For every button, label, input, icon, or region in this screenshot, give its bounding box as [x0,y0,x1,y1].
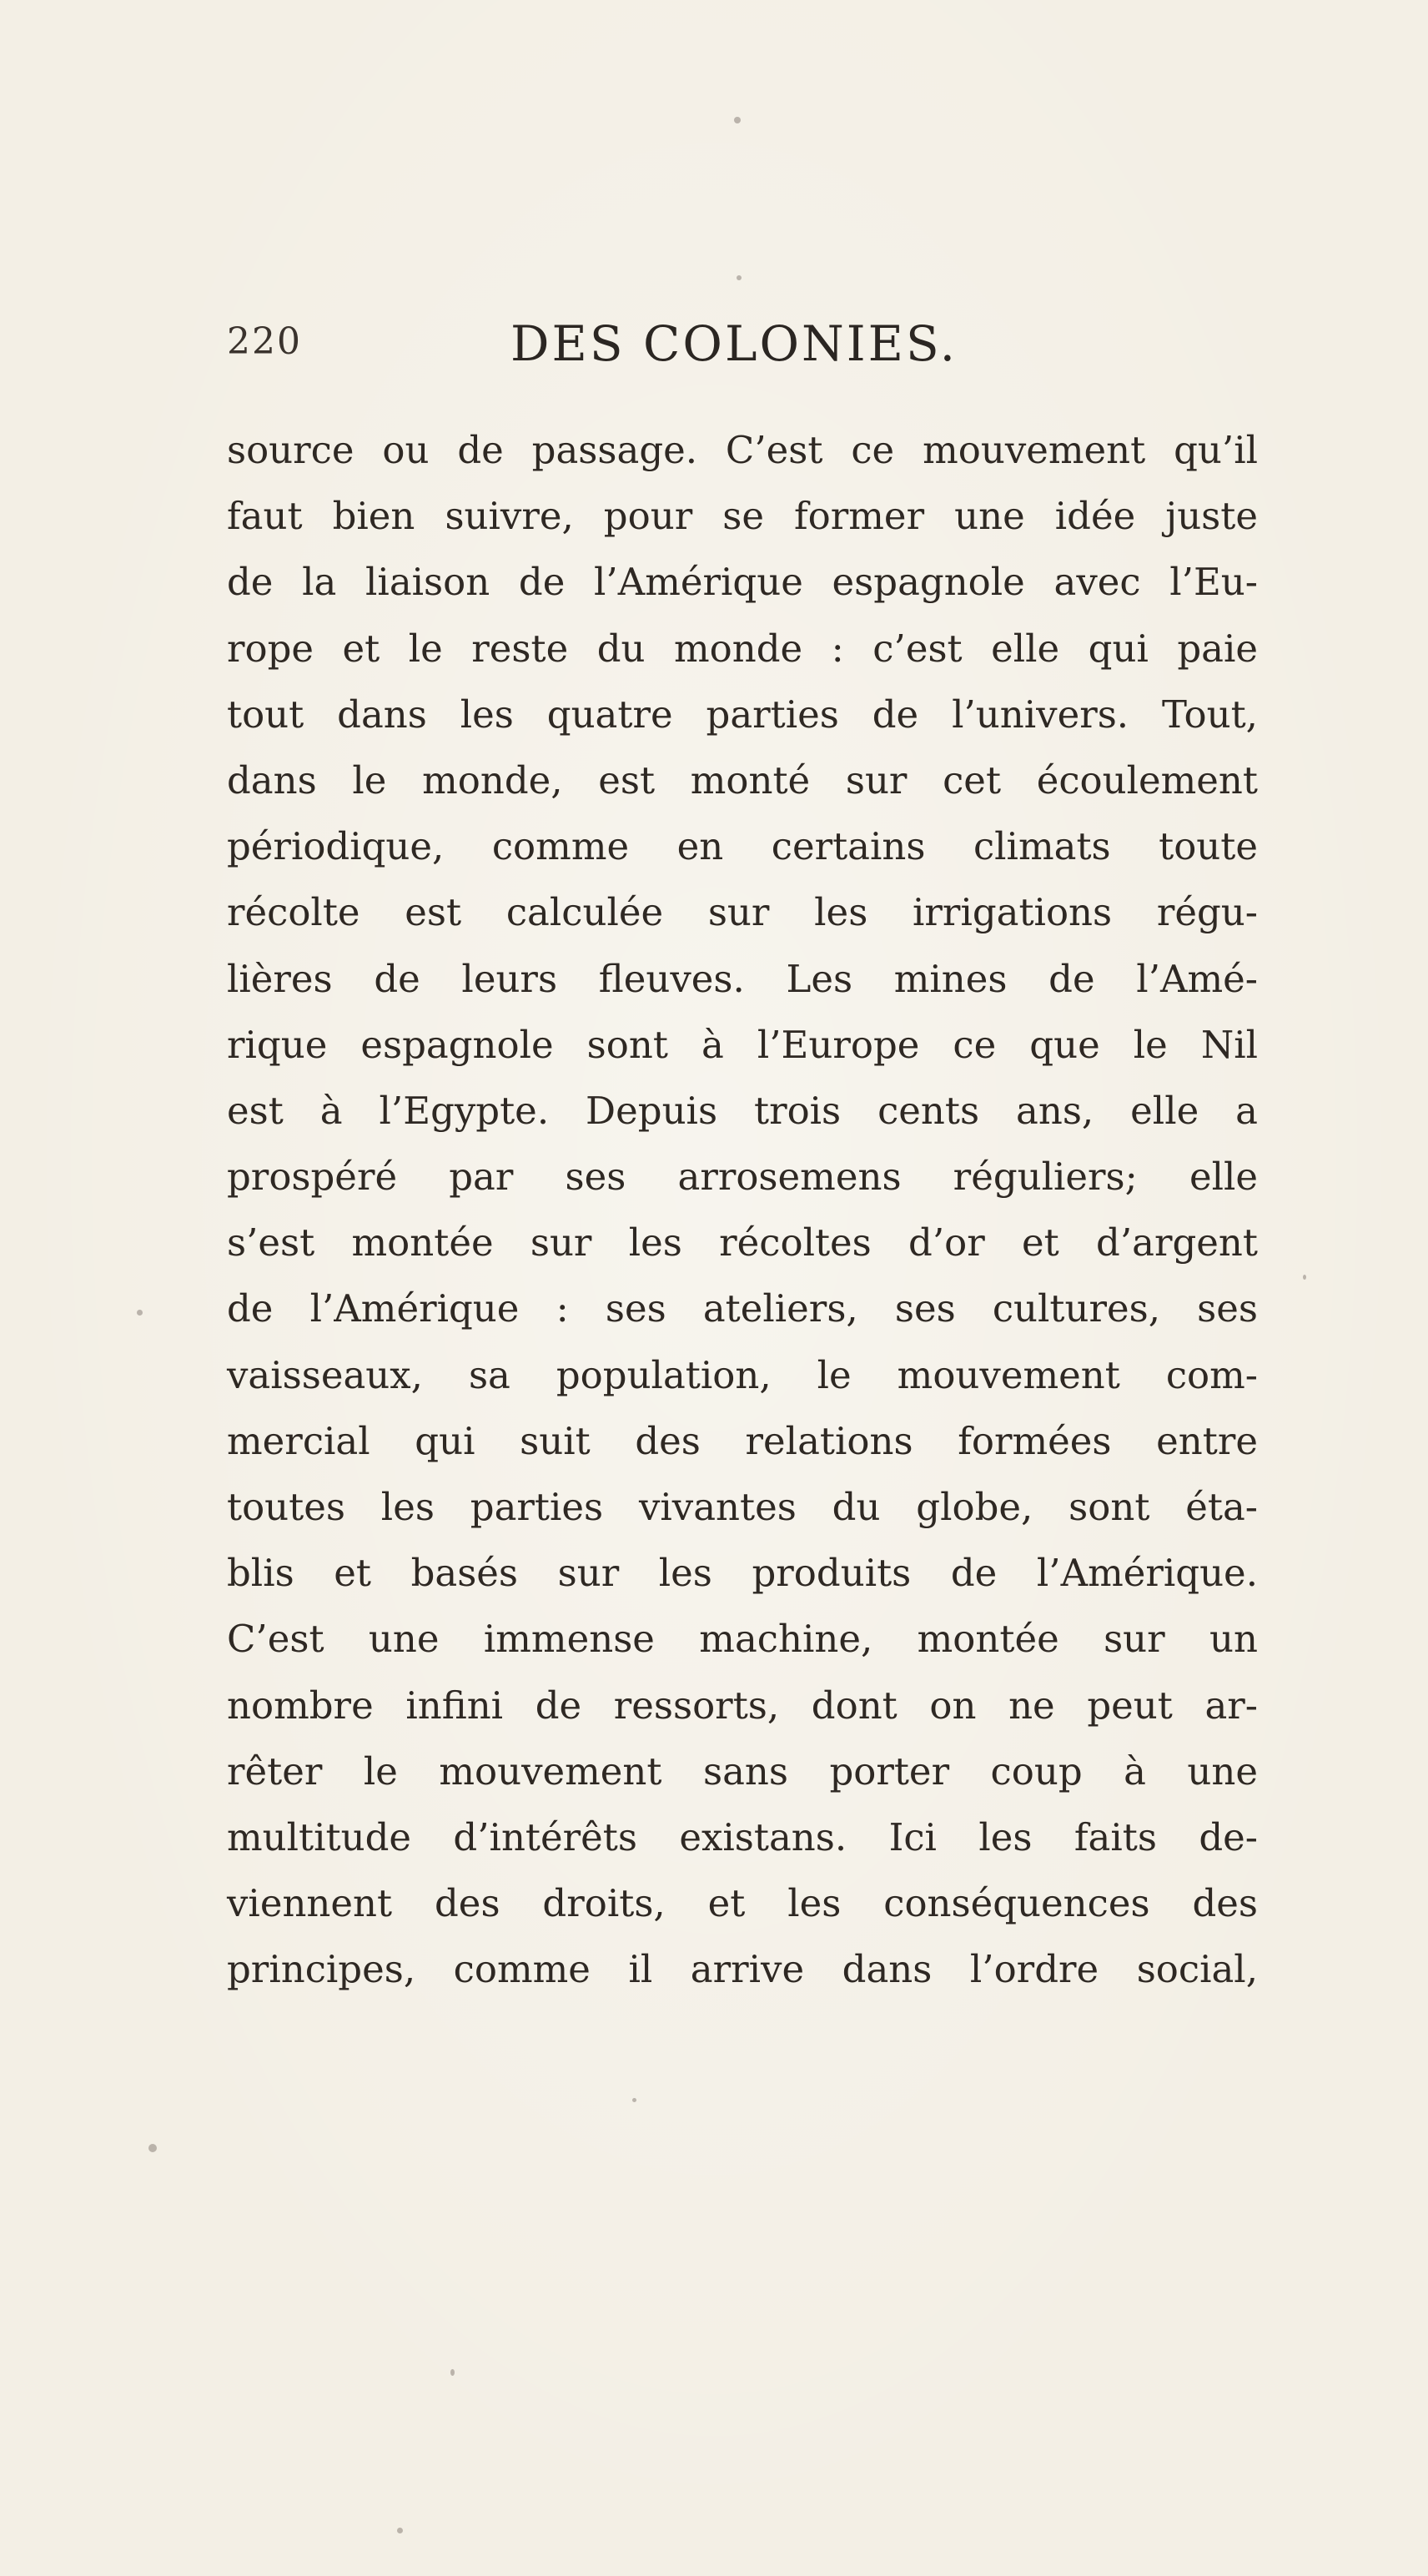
paper-speck [734,117,741,123]
text-line: est à l’Egypte. Depuis trois cents ans, elle a [227,1088,1258,1133]
paper-speck [148,2144,157,2152]
text-line: rope et le reste du monde : c’est elle qui paie [227,626,1258,671]
text-line: C’est une immense machine, montée sur un [227,1617,1258,1662]
text-line: rêter le mouvement sans porter coup à une [227,1748,1258,1794]
text-line: rique espagnole sont à l’Europe ce que le Nil [227,1022,1258,1067]
paper-speck [137,1310,143,1316]
text-line: de l’Amérique : ses ateliers, ses cultures, ses [227,1286,1258,1331]
text-line: s’est montée sur les récoltes d’or et d’argent [227,1220,1258,1265]
running-title: DES COLONIES. [510,315,958,372]
text-line: blis et basés sur les produits de l’Amérique. [227,1551,1258,1596]
body-text [227,417,1258,2003]
text-line: vaisseaux, sa population, le mouvement com- [227,1352,1258,1397]
text-line: tout dans les quatre parties de l’univers. Tout, [227,692,1258,737]
page-number: 220 [227,320,302,363]
text-line: dans le monde, est monté sur cet écoulement [227,757,1258,802]
paper-speck [1303,1275,1306,1280]
page-header [227,315,1244,374]
text-line: principes, comme il arrive dans l’ordre social, [227,1947,1258,1992]
text-line: périodique, comme en certains climats toute [227,824,1258,869]
paper-speck [450,2369,455,2376]
text-line: mercial qui suit des relations formées entre [227,1418,1258,1463]
text-line: source ou de passage. C’est ce mouvement qu’il [227,428,1258,472]
paper-speck [632,2098,636,2102]
paper-speck [397,2528,403,2533]
text-line: nombre infini de ressorts, dont on ne peut ar- [227,1683,1258,1728]
text-line: récolte est calculée sur les irrigations régu- [227,890,1258,935]
text-line: viennent des droits, et les conséquences des [227,1881,1258,1926]
text-line: faut bien suivre, pour se former une idée juste [227,494,1258,539]
text-line: lières de leurs fleuves. Les mines de l’Amé- [227,956,1258,1001]
text-line: toutes les parties vivantes du globe, sont éta- [227,1485,1258,1529]
text-line: multitude d’intérêts existans. Ici les faits de- [227,1814,1258,1859]
paper-speck [737,275,742,280]
text-line: de la liaison de l’Amérique espagnole avec l’Eu- [227,560,1258,605]
text-line: prospéré par ses arrosemens réguliers; elle [227,1155,1258,1200]
